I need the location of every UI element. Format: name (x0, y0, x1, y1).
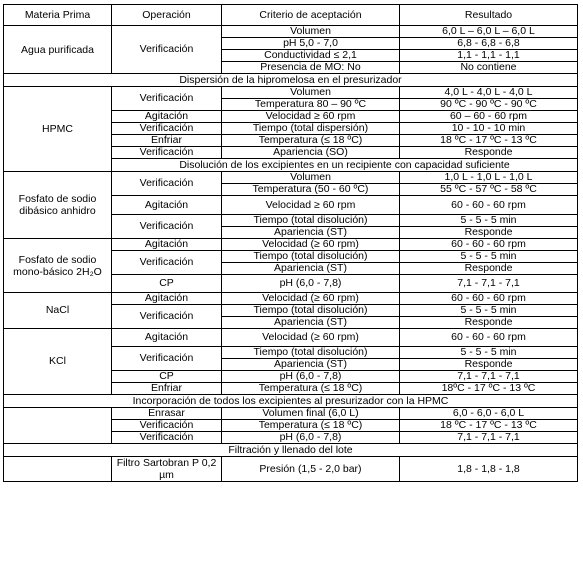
table-cell: Verificación (112, 305, 222, 329)
section-title: Dispersión de la hipromelosa en el presurizador (4, 74, 578, 87)
table-cell: pH (6,0 - 7,8) (222, 432, 400, 444)
section-title: Disolución de los excipientes en un recipiente con capacidad suficiente (112, 159, 578, 172)
process-control-table (3, 4, 578, 482)
table-cell: 18 ºC - 17 ºC - 13 ºC (400, 420, 578, 432)
section-row (4, 444, 578, 457)
section-title: Incorporación de todos los excipientes al presurizador con la HPMC (4, 395, 578, 408)
table-cell: 4,0 L - 4,0 L - 4,0 L (400, 87, 578, 99)
table-cell: Verificación (112, 432, 222, 444)
table-cell: Tiempo (total disolución) (222, 305, 400, 317)
table-cell: Temperatura 80 – 90 ºC (222, 99, 400, 111)
table-cell: Fosfato de sodio mono-básico 2H₂O (4, 239, 112, 293)
table-row (4, 26, 578, 38)
table-cell: Enfriar (112, 383, 222, 395)
table-cell: Agua purificada (4, 26, 112, 74)
table-cell: Velocidad ≥ 60 rpm (222, 196, 400, 215)
table-cell: Agitación (112, 111, 222, 123)
table-cell: Responde (400, 227, 578, 239)
section-row (4, 395, 578, 408)
table-cell: Tiempo (total dispersión) (222, 123, 400, 135)
table-cell: KCl (4, 329, 112, 395)
table-cell: Filtro Sartobran P 0,2 µm (112, 457, 222, 482)
table-cell: Responde (400, 359, 578, 371)
header-row (4, 5, 578, 26)
table-cell: Responde (400, 263, 578, 275)
table-cell: Verificación (112, 87, 222, 111)
table-cell: Fosfato de sodio dibásico anhidro (4, 172, 112, 239)
table-cell: Enfriar (112, 135, 222, 147)
table-cell: Verificación (112, 26, 222, 74)
table-cell: Agitación (112, 239, 222, 251)
table-row (4, 408, 578, 420)
table-cell: Responde (400, 317, 578, 329)
table-cell: 60 - 60 - 60 rpm (400, 239, 578, 251)
table-cell: 6,0 - 6,0 - 6,0 L (400, 408, 578, 420)
table-cell: Temperatura (≤ 18 ºC) (222, 420, 400, 432)
table-cell: Temperatura (≤ 18 ºC) (222, 135, 400, 147)
table-cell: Agitación (112, 329, 222, 347)
table-cell: Verificación (112, 147, 222, 159)
table-cell: 1,1 - 1,1 - 1,1 (400, 50, 578, 62)
table-row (4, 457, 578, 482)
table-cell: Temperatura (50 - 60 ºC) (222, 184, 400, 196)
table-cell: HPMC (4, 87, 112, 172)
table-cell: Verificación (112, 172, 222, 196)
table-cell: 60 - 60 - 60 rpm (400, 329, 578, 347)
table-cell: Apariencia (ST) (222, 227, 400, 239)
table-cell: Apariencia (ST) (222, 317, 400, 329)
table-cell: 7,1 - 7,1 - 7,1 (400, 275, 578, 293)
table-cell: No contiene (400, 62, 578, 74)
table-cell (4, 408, 112, 444)
table-cell: Agitación (112, 293, 222, 305)
table-cell: 5 - 5 - 5 min (400, 305, 578, 317)
table-cell: Tiempo (total disolución) (222, 251, 400, 263)
header-materia-prima: Materia Prima (4, 5, 112, 26)
table-body (4, 5, 578, 482)
section-row (4, 74, 578, 87)
table-cell: Apariencia (ST) (222, 359, 400, 371)
table-cell: 7,1 - 7,1 - 7,1 (400, 371, 578, 383)
table-cell: Volumen (222, 172, 400, 184)
table-cell: 6,0 L – 6,0 L – 6,0 L (400, 26, 578, 38)
table-cell: Velocidad (≥ 60 rpm) (222, 329, 400, 347)
table-cell: Presión (1,5 - 2,0 bar) (222, 457, 400, 482)
table-cell (4, 457, 112, 482)
table-cell: 60 - 60 - 60 rpm (400, 196, 578, 215)
table-cell: NaCl (4, 293, 112, 329)
table-cell: Volumen (222, 87, 400, 99)
table-cell: Responde (400, 147, 578, 159)
table-cell: 10 - 10 - 10 min (400, 123, 578, 135)
table-cell: Volumen final (6,0 L) (222, 408, 400, 420)
header-criterio: Criterio de aceptación (222, 5, 400, 26)
table-row (4, 239, 578, 251)
table-cell: CP (112, 275, 222, 293)
table-cell: pH (6,0 - 7,8) (222, 371, 400, 383)
table-cell: Conductividad ≤ 2,1 (222, 50, 400, 62)
table-cell: Verificación (112, 215, 222, 239)
table-cell: Velocidad (≥ 60 rpm) (222, 239, 400, 251)
table-cell: Temperatura (≤ 18 ºC) (222, 383, 400, 395)
table-cell: 60 - 60 - 60 rpm (400, 293, 578, 305)
table-cell: Verificación (112, 420, 222, 432)
table-cell: 5 - 5 - 5 min (400, 215, 578, 227)
table-cell: 1,0 L - 1,0 L - 1,0 L (400, 172, 578, 184)
table-row (4, 293, 578, 305)
table-cell: Apariencia (ST) (222, 263, 400, 275)
table-cell: 18ºC - 17 ºC - 13 ºC (400, 383, 578, 395)
table-cell: Presencia de MO: No (222, 62, 400, 74)
table-cell: Verificación (112, 123, 222, 135)
table-cell: 90 ºC - 90 ºC - 90 ºC (400, 99, 578, 111)
table-cell: 18 ºC - 17 ºC - 13 ºC (400, 135, 578, 147)
table-cell: Enrasar (112, 408, 222, 420)
table-cell: 1,8 - 1,8 - 1,8 (400, 457, 578, 482)
table-cell: Apariencia (SO) (222, 147, 400, 159)
table-cell: Velocidad ≥ 60 rpm (222, 111, 400, 123)
table-cell: 7,1 - 7,1 - 7,1 (400, 432, 578, 444)
header-operacion: Operación (112, 5, 222, 26)
header-resultado: Resultado (400, 5, 578, 26)
table-cell: Velocidad (≥ 60 rpm) (222, 293, 400, 305)
table-cell: pH (6,0 - 7,8) (222, 275, 400, 293)
table-row (4, 87, 578, 99)
table-cell: 6,8 - 6,8 - 6,8 (400, 38, 578, 50)
table-cell: 60 – 60 - 60 rpm (400, 111, 578, 123)
table-cell: Volumen (222, 26, 400, 38)
table-row (4, 329, 578, 347)
table-cell: Tiempo (total disolución) (222, 215, 400, 227)
table-cell: Tiempo (total disolución) (222, 347, 400, 359)
table-cell: Agitación (112, 196, 222, 215)
table-cell: 5 - 5 - 5 min (400, 347, 578, 359)
table-row (4, 172, 578, 184)
table-cell: pH 5,0 - 7,0 (222, 38, 400, 50)
table-cell: CP (112, 371, 222, 383)
section-title: Filtración y llenado del lote (4, 444, 578, 457)
table-cell: Verificación (112, 347, 222, 371)
table-cell: 5 - 5 - 5 min (400, 251, 578, 263)
table-cell: 55 ºC - 57 ºC - 58 ºC (400, 184, 578, 196)
table-cell: Verificación (112, 251, 222, 275)
